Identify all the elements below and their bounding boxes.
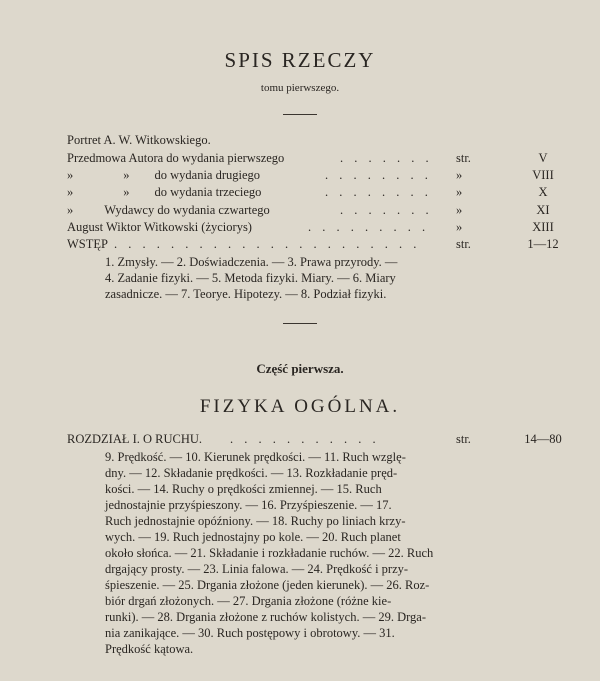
- toc-entry-text: August Wiktor Witkowski (życiorys): [67, 220, 252, 234]
- chapter-line: jednostajnie przyśpieszony. — 16. Przyśpieszenie. — 17.: [105, 498, 392, 512]
- toc-page-number: 1—12: [527, 237, 559, 251]
- toc-ditto-mark: »: [456, 220, 463, 234]
- toc-entry-text: » » do wydania trzeciego: [67, 185, 262, 199]
- chapter-line: około słońca. — 21. Składanie i rozkładanie ruchów. — 22. Ruch: [105, 546, 434, 560]
- chapter-line: biór drgań złożonych. — 27. Drgania złożone (różne kie-: [105, 594, 392, 608]
- page-title: SPIS RZECZY: [224, 48, 376, 72]
- chapter-line: kości. — 14. Ruchy o prędkości zmiennej. — 15. Ruch: [105, 482, 382, 496]
- toc-page-number: XIII: [532, 220, 554, 234]
- toc-page-number: XI: [536, 203, 550, 217]
- toc-leader-dots: . . . . . . . . . . . . . . . . . . . . . .: [114, 237, 421, 251]
- toc-page-number: V: [538, 151, 548, 165]
- divider-rule: [283, 114, 317, 115]
- toc-page-number: X: [538, 185, 548, 199]
- chapter-line: dny. — 12. Składanie prędkości. — 13. Rozkładanie pręd-: [105, 466, 398, 480]
- toc-entry-text: » Wydawcy do wydania czwartego: [67, 203, 270, 217]
- chapter-line: wych. — 19. Ruch jednostajny po kole. — 20. Ruch planet: [105, 530, 401, 544]
- toc-ditto-mark: »: [456, 185, 463, 199]
- wstep-line: 1. Zmysły. — 2. Doświadczenia. — 3. Prawa przyrody. —: [105, 255, 398, 269]
- page-subtitle: tomu pierwszego.: [260, 82, 340, 94]
- chapter-line: runki). — 28. Drgania złożone z ruchów kolistych. — 29. Drga-: [105, 610, 426, 624]
- chapter-line: nia zanikające. — 30. Ruch postępowy i obrotowy. — 31.: [105, 626, 395, 640]
- part-heading: Część pierwsza.: [256, 361, 344, 376]
- toc-page-number: VIII: [532, 168, 554, 182]
- toc-entry-text: Przedmowa Autora do wydania pierwszego: [67, 151, 285, 165]
- toc-entry-text: Portret A. W. Witkowskiego.: [67, 133, 211, 147]
- chapter-title: ROZDZIAŁ I. O RUCHU.: [67, 432, 203, 446]
- chapter-line: śpieszenie. — 25. Drgania złożone (jeden kierunek). — 26. Roz-: [105, 578, 430, 592]
- toc-leader-dots: . . . . . . . . . . .: [230, 432, 380, 446]
- toc-ditto-mark: »: [456, 168, 463, 182]
- toc-leader-dots: . . . . . . . . .: [308, 220, 430, 234]
- chapter-line: Prędkość kątowa.: [105, 642, 194, 656]
- chapter-line: 9. Prędkość. — 10. Kierunek prędkości. — 11. Ruch wzglę-: [105, 450, 406, 464]
- toc-leader-dots: . . . . . . .: [340, 151, 433, 165]
- wstep-line: zasadnicze. — 7. Teorye. Hipotezy. — 8. Podział fizyki.: [105, 287, 387, 301]
- toc-leader-dots: . . . . . . .: [340, 203, 433, 217]
- divider-rule: [283, 323, 317, 324]
- toc-page-prefix: str.: [456, 151, 471, 165]
- toc-entry-text: WSTĘP: [67, 237, 108, 251]
- chapter-line: Ruch jednostajnie opóźniony. — 18. Ruchy po liniach krzy-: [105, 514, 406, 528]
- toc-leader-dots: . . . . . . . .: [325, 185, 432, 199]
- toc-leader-dots: . . . . . . . .: [325, 168, 432, 182]
- toc-page-prefix: str.: [456, 237, 471, 251]
- section-heading: FIZYKA OGÓLNA.: [199, 396, 401, 417]
- toc-page-number: 14—80: [524, 432, 562, 446]
- wstep-contents: [105, 254, 397, 302]
- toc-entry-text: » » do wydania drugiego: [67, 168, 261, 182]
- toc-page-prefix: str.: [456, 432, 471, 446]
- toc-ditto-mark: »: [456, 203, 463, 217]
- wstep-line: 4. Zadanie fizyki. — 5. Metoda fizyki. Miary. — 6. Miary: [105, 271, 396, 285]
- chapter-line: drgający prosty. — 23. Linia falowa. — 24. Prędkość i przy-: [105, 562, 409, 576]
- chapter-contents: [105, 449, 433, 657]
